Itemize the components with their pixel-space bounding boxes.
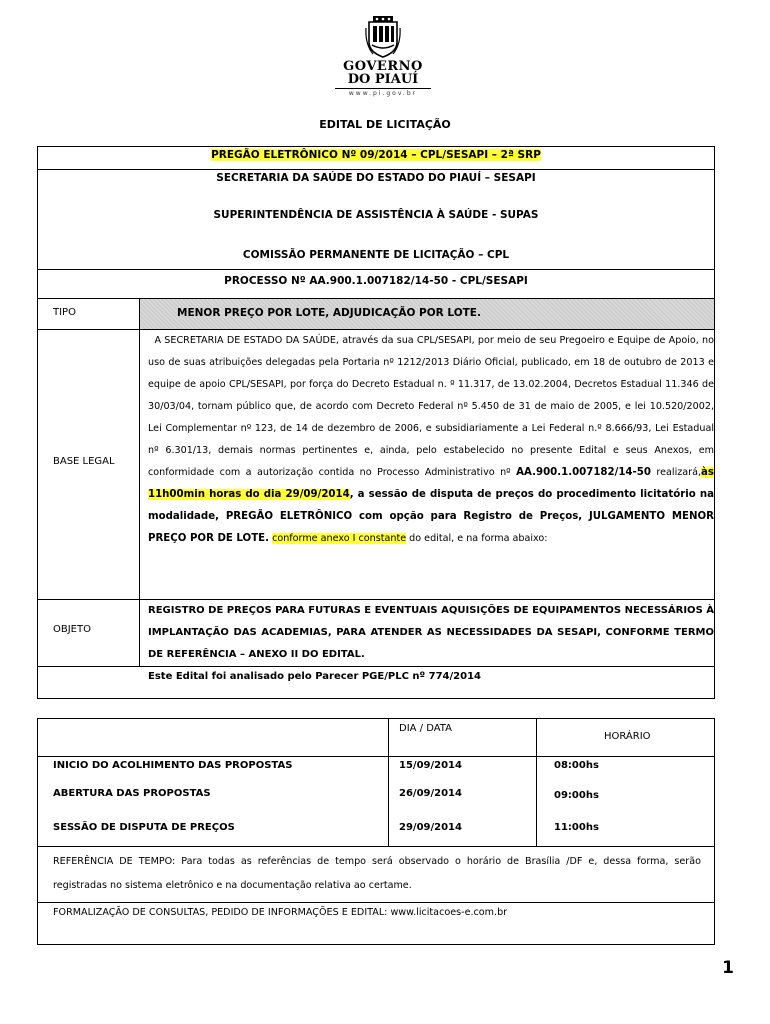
divider xyxy=(38,666,714,667)
schedule-date-3: 29/09/2014 xyxy=(399,822,462,833)
schedule-time-1: 08:00hs xyxy=(554,760,599,771)
secretaria-line: SECRETARIA DA SAÚDE DO ESTADO DO PIAUÍ – SESAPI xyxy=(216,172,536,184)
schedule-time-2: 09:00hs xyxy=(554,790,599,801)
pregao-row xyxy=(38,149,714,161)
objeto-text: REGISTRO DE PREÇOS PARA FUTURAS E EVENTUAIS AQUISIÇÕES DE EQUIPAMENTOS NECESSÁRIOS À IMPLANTAÇÃO DAS ACADEMIAS, PARA ATENDER AS NECESSIDADES DA SESAPI, CONFORME TERMO DE REFERÊNCIA – ANEXO II DO EDITAL. xyxy=(148,605,714,660)
session-date-highlight: às 11h00min horas do dia 29/09/2014 xyxy=(148,467,714,500)
divider xyxy=(38,846,714,847)
schedule-date-2: 26/09/2014 xyxy=(399,788,462,799)
col-header-time: HORÁRIO xyxy=(604,731,651,742)
tipo-label: TIPO xyxy=(53,307,76,318)
col-header-date: DIA / DATA xyxy=(399,723,452,734)
objeto-label: OBJETO xyxy=(53,624,91,635)
processo-number: AA.900.1.007182/14-50 xyxy=(516,467,651,478)
superintendencia-line: SUPERINTENDÊNCIA DE ASSISTÊNCIA À SAÚDE - SUPAS xyxy=(213,209,539,221)
logo-line-2: DO PIAUÍ xyxy=(347,72,419,87)
column-divider xyxy=(139,299,140,666)
tipo-value: MENOR PREÇO POR LOTE, ADJUDICAÇÃO POR LOTE. xyxy=(177,307,481,319)
referencia-tempo: REFERÊNCIA DE TEMPO: Para todas as referências de tempo será observado o horário de Brasília /DF e, dessa forma, serão registradas no sistema eletrônico e na documentação relativa ao certame. xyxy=(53,856,701,891)
logo-website: www.pi.gov.br xyxy=(348,90,418,97)
document-title: EDITAL DE LICITAÇÃO xyxy=(319,118,451,131)
schedule-label-2: ABERTURA DAS PROPOSTAS xyxy=(53,788,211,799)
logo-line-1: GOVERNO xyxy=(343,59,423,74)
schedule-label-1: INICIO DO ACOLHIMENTO DAS PROPOSTAS xyxy=(53,760,293,771)
schedule-date-1: 15/09/2014 xyxy=(399,760,462,771)
divider xyxy=(38,269,714,270)
divider xyxy=(38,756,714,757)
coat-of-arms-icon xyxy=(365,14,401,58)
parecer-text: Este Edital foi analisado pelo Parecer PGE/PLC nº 774/2014 xyxy=(148,671,481,682)
page-number: 1 xyxy=(722,958,734,978)
comissao-line: COMISSÃO PERMANENTE DE LICITAÇÃO – CPL xyxy=(242,249,510,261)
processo-line: PROCESSO Nº AA.900.1.007182/14-50 - CPL/SESAPI xyxy=(224,275,528,287)
tipo-value-cell xyxy=(140,299,714,329)
base-legal-text: A SECRETARIA DE ESTADO DA SAÚDE, através da sua CPL/SESAPI, por meio de seu Pregoeiro e Equipe de Apoio, no uso de suas atribuições delegadas pela Portaria nº 1212/2013 Diário Oficial, publicado, em 18 de outubro de 2013 e equipe de apoio CPL/SESAPI, por força do Decreto Estadual n. º 11.317, de 13.02.2004, Decretos Estadual 11.346 de 30/03/04, tornam público que, de acordo com Decreto Federal nº 5.450 de 31 de maio de 2005, e lei 10.520/2002, Lei Complementar nº 123, de 14 de dezembro de 2006, e subsidiariamente a Lei Federal n.º 8.666/93, Lei Estadual nº 6.301/13, demais normas pertinentes e, ainda, pelo estabelecido no presente Edital e seus Anexos, em conformidade com a autorização contida no Processo Administrativo nº AA.900.1.007182/14-50 realizará,às 11h00min horas do dia 29/09/2014, a sessão de disputa de preços do procedimento licitatório na modalidade, PREGÃO ELETRÔNICO com opção para Registro de Preços, JULGAMENTO MENOR PREÇO POR DE LOTE. conforme anexo I constante do edital, e na forma abaixo: xyxy=(148,335,715,544)
schedule-time-3: 11:00hs xyxy=(554,822,599,833)
schedule-label-3: SESSÃO DE DISPUTA DE PREÇOS xyxy=(53,822,235,833)
divider xyxy=(38,169,714,170)
edital-header-table xyxy=(37,146,715,699)
base-legal-label: BASE LEGAL xyxy=(53,456,115,467)
divider xyxy=(38,902,714,903)
logo-divider xyxy=(335,88,431,89)
schedule-table xyxy=(37,718,715,945)
column-divider xyxy=(388,719,389,846)
government-logo xyxy=(333,14,433,100)
pregao-title: PREGÃO ELETRÔNICO Nº 09/2014 – CPL/SESAPI – 2ª SRP xyxy=(211,149,541,161)
formalizacao-consultas: FORMALIZAÇÃO DE CONSULTAS, PEDIDO DE INFORMAÇÕES E EDITAL: www.licitacoes-e.com.br xyxy=(53,907,508,918)
column-divider xyxy=(536,719,537,846)
anexo-highlight: conforme anexo I constante xyxy=(272,533,407,544)
